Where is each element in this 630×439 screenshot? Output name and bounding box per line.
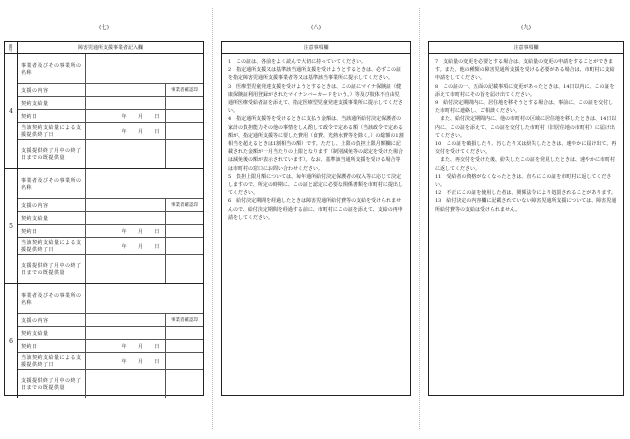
date-unit-month: 月	[137, 358, 143, 365]
row-value[interactable]	[86, 238, 165, 254]
row-label: 支援の内容	[18, 314, 86, 326]
date-unit-year: 年	[121, 243, 127, 250]
confirm-seal-cell[interactable]	[165, 225, 203, 237]
row-label: 当該契約支給量による支援提供終了日	[18, 238, 86, 254]
date-unit-month: 月	[137, 128, 143, 135]
row-value[interactable]	[86, 327, 165, 339]
confirm-seal-cell[interactable]	[165, 255, 203, 283]
note-paragraph: 12 不正にこの証を使用した者は、関係法令により処罰されることがあります。	[435, 190, 616, 197]
row-value[interactable]	[86, 284, 165, 313]
entry-block	[5, 284, 203, 398]
date-unit-month: 月	[137, 243, 143, 250]
row-value[interactable]	[86, 199, 165, 211]
row-value[interactable]	[86, 255, 165, 283]
row-value[interactable]	[86, 123, 165, 139]
section-label-right: (九)	[521, 25, 531, 31]
date-unit-year: 年	[121, 128, 127, 135]
entry-row-amount	[18, 327, 203, 340]
note-paragraph: また、給付決定期間内に、他の市町村の区域に居住地を移したときは、14日以内に、この証を添えて、この証を交付した市町村（旧居住地の市町村）に届け出てください。	[435, 116, 617, 139]
row-value[interactable]	[86, 314, 165, 326]
entry-row-remaining	[18, 238, 203, 255]
date-unit-day: 日	[154, 358, 160, 365]
date-unit-day: 日	[154, 113, 160, 120]
row-value[interactable]	[86, 225, 165, 237]
row-label: 支援提供終了月中の終了日までの既提供量	[18, 370, 86, 398]
entry-row-amount	[18, 212, 203, 225]
date-unit-year: 年	[121, 358, 127, 365]
entry-row-end-day	[18, 140, 203, 168]
entry-row-provider	[18, 54, 203, 84]
note-paragraph: 13 給付決定の内容欄に記載されていない障害児通所支援については、障害児通所給付費等の支給は受けられません。	[435, 198, 617, 213]
note-paragraph: 1 この証は、各前をよく読んで大切に持っていてください。	[228, 59, 367, 65]
confirm-seal-cell[interactable]	[165, 370, 203, 398]
date-unit-year: 年	[121, 113, 127, 120]
note-paragraph: 8 この証の一、五面の記載事項に変更があったときは、14日以内に、この証を添えて市町村にその旨を届け出てください。	[435, 83, 615, 98]
date-unit-year: 年	[121, 343, 127, 350]
confirm-seal-cell[interactable]	[165, 54, 203, 83]
date-unit-day: 日	[154, 228, 160, 235]
row-label: 契約支給量	[18, 212, 86, 224]
confirm-seal-cell[interactable]	[165, 97, 203, 109]
row-value[interactable]	[86, 212, 165, 224]
date-unit-month: 月	[137, 113, 143, 120]
confirm-seal-label: 事業者確認印	[165, 84, 203, 96]
row-label: 当該契約支給量による支援提供終了日	[18, 123, 86, 139]
row-label: 契約支給量	[18, 97, 86, 109]
confirm-seal-cell[interactable]	[165, 353, 203, 369]
date-unit-day: 日	[154, 343, 160, 350]
row-value[interactable]	[86, 370, 165, 398]
entry-row-service	[18, 199, 203, 212]
confirm-seal-cell[interactable]	[165, 169, 203, 198]
confirm-seal-cell[interactable]	[165, 110, 203, 122]
fold-line	[212, 8, 213, 429]
note-paragraph: 5 負担上限月額については、毎年通所給付決定保護者の収入等に応じて決定しますので、所定の時期に、この証と認定に必要な関係書類を市町村に提出してください。	[228, 173, 403, 197]
confirm-seal-label: 事業者確認印	[165, 314, 203, 326]
confirm-seal-cell[interactable]	[165, 140, 203, 168]
row-label: 支援の内容	[18, 199, 86, 211]
notes-panel-right	[428, 41, 624, 396]
row-label: 契約日	[18, 110, 86, 122]
notes-title-right: 注意事項欄	[429, 42, 623, 54]
row-value[interactable]	[86, 140, 165, 168]
row-label: 契約日	[18, 225, 86, 237]
row-label: 支援提供終了月中の終了日までの既提供量	[18, 255, 86, 283]
row-value[interactable]	[86, 353, 165, 369]
confirm-seal-cell[interactable]	[165, 327, 203, 339]
date-unit-month: 月	[137, 228, 143, 235]
row-value[interactable]	[86, 97, 165, 109]
note-paragraph: 10 この証を破損したり、汚したり又は紛失したときは、速やかに届け出て、再交付を受けてください。	[435, 141, 617, 156]
row-value[interactable]	[86, 110, 165, 122]
entry-row-contract-date	[18, 110, 203, 123]
table-header	[5, 42, 203, 54]
note-paragraph: また、再交付を受けた後、紛失したこの証を発見したときは、速やかに市町村に返してください。	[435, 157, 616, 172]
entry-row-provider	[18, 169, 203, 199]
row-value[interactable]	[86, 84, 165, 96]
date-unit-year: 年	[121, 228, 127, 235]
entry-row-service	[18, 314, 203, 327]
note-paragraph: 11 受給者の資格がなくなったときは、直ちにこの証を市町村に返してください。	[435, 173, 612, 189]
fold-line	[419, 8, 420, 429]
note-paragraph: 2 指定通所支援又は基準該当通所支援を受けようとするときは、必ずこの証を指定障害児通所支援事業者等又は基準該当事業所に提示してください。	[228, 67, 402, 82]
row-label: 当該契約支給量による支援提供終了日	[18, 353, 86, 369]
note-paragraph: 3 医療型児童発達支援を受けようとするときは、この証にマイナ保険証（健康保険証利用登録がされたマイナンバーカードをいう。）等及び肢体不自由児通所医療受給者証を添えて、指定医療型児童発達支援事業所に提示してください。	[228, 83, 403, 115]
row-label: 契約支給量	[18, 327, 86, 339]
row-label: 事業者及びその事業所の名称	[18, 284, 86, 313]
section-label-middle: (八)	[311, 25, 321, 31]
notes-text-middle	[222, 54, 410, 226]
row-label: 支援提供終了月中の終了日までの既提供量	[18, 140, 86, 168]
confirm-seal-label: 事業者確認印	[165, 199, 203, 211]
row-value[interactable]	[86, 169, 165, 198]
note-paragraph: 9 給付決定期間内に、居住地を移そうとする場合は、事前に、この証を交付した市町村に連絡し、ご相談ください。	[435, 100, 614, 115]
entry-row-service	[18, 84, 203, 97]
confirm-seal-cell[interactable]	[165, 123, 203, 139]
row-label: 事業者及びその事業所の名称	[18, 169, 86, 198]
note-paragraph: 7 支給量の変更を必要とする場合は、支給量の変更の申請をすることができます。また、他の種類の障害児通所支援を受ける必要がある場合は、市町村に支給申請をしてください。	[435, 59, 615, 82]
confirm-seal-cell[interactable]	[165, 284, 203, 313]
row-value[interactable]	[86, 340, 165, 352]
entry-row-contract-date	[18, 225, 203, 238]
row-value[interactable]	[86, 54, 165, 83]
entry-number: 4	[5, 54, 18, 168]
row-label: 支援の内容	[18, 84, 86, 96]
row-label: 契約日	[18, 340, 86, 352]
entry-row-end-day	[18, 370, 203, 398]
confirm-seal-cell[interactable]	[165, 212, 203, 224]
row-label: 事業者及びその事業所の名称	[18, 54, 86, 83]
notes-text-right	[429, 54, 623, 218]
note-paragraph: 6 給付決定期間を経過したときは障害児通所給付費等の支給を受けられませんので、給付決定期間を経過する前に、市町村にこの証を添えて、支給の再申請をしてください。	[228, 198, 403, 221]
entry-row-remaining	[18, 353, 203, 370]
num-header: 番号	[5, 42, 18, 53]
entry-row-end-day	[18, 255, 203, 283]
table-title: 障害児通所支援事業者記入欄	[77, 45, 143, 51]
entry-row-contract-date	[18, 340, 203, 353]
date-unit-day: 日	[154, 128, 160, 135]
notes-panel-middle	[221, 41, 411, 396]
notes-title-middle: 注意事項欄	[222, 42, 410, 54]
entry-row-provider	[18, 284, 203, 314]
entry-block	[5, 54, 203, 169]
entry-row-amount	[18, 97, 203, 110]
note-paragraph: 4 指定通所支援等を受けるときに支払う金額は、当該通所給付決定保護者の家計の負担能力その他の事情をしん酌して政令で定める額（当該政令で定める額が、指定通所支援等に要した費用（食費、光熱水費等を除く。）の総額の1割相当を超えるときは1割相当の額）です。ただし、上限の負担上限月額欄に記載された金額が一月当たりの上限となります（制別減免等の認定を受けた場合は減免後の額が表示されています）。なお、基準該当通所支援を受ける場合等は市町村の窓口にお問い合わせください。	[228, 116, 404, 172]
provider-entry-table	[4, 41, 204, 396]
confirm-seal-cell[interactable]	[165, 238, 203, 254]
date-unit-month: 月	[137, 343, 143, 350]
date-unit-day: 日	[154, 243, 160, 250]
confirm-seal-cell[interactable]	[165, 340, 203, 352]
entry-block	[5, 169, 203, 284]
entry-number: 6	[5, 284, 18, 398]
entry-number: 5	[5, 169, 18, 283]
entry-row-remaining	[18, 123, 203, 140]
section-label-left: (七)	[99, 25, 109, 31]
